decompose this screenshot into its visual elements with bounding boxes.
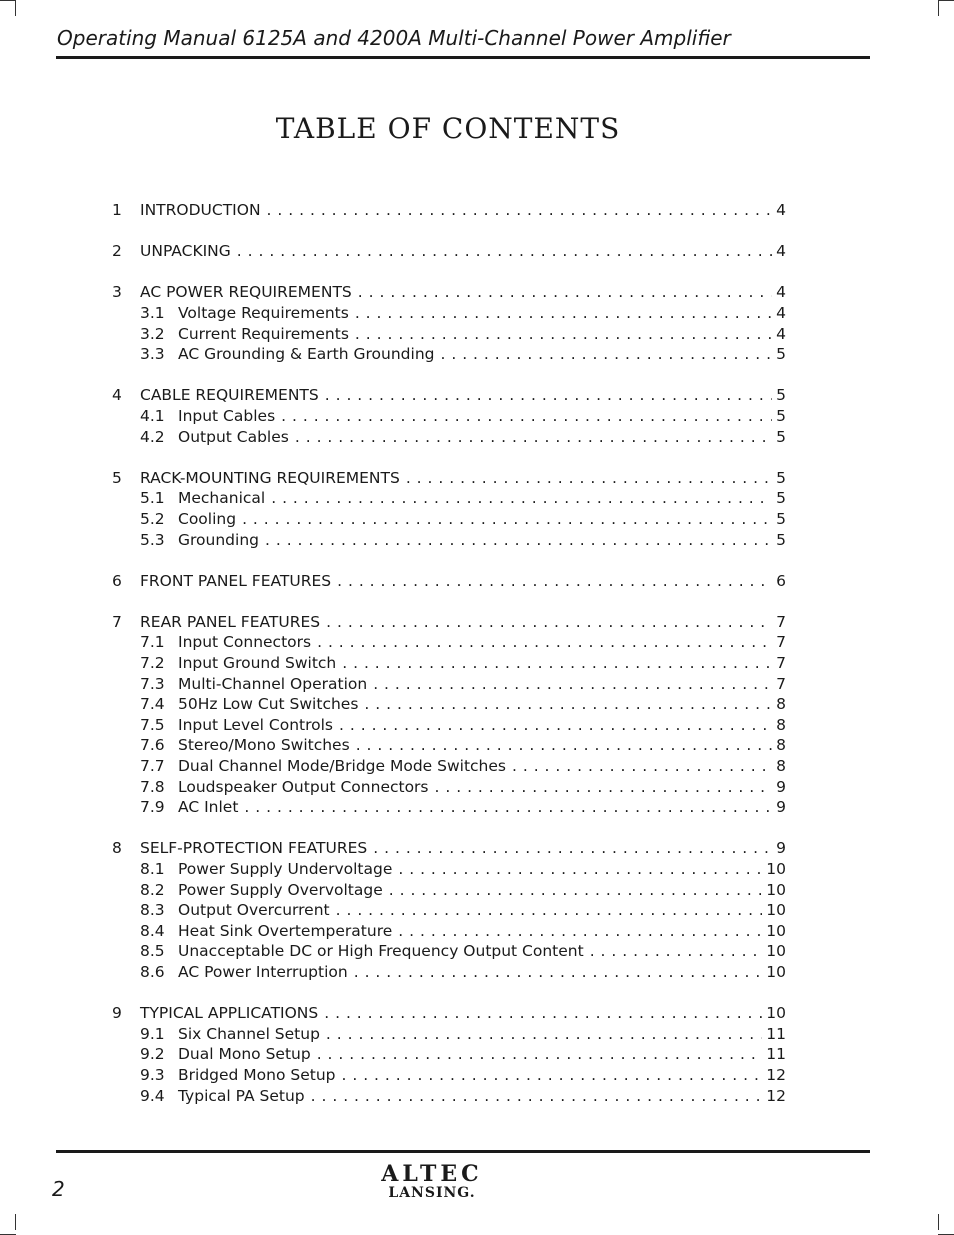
footer-rule [56,1150,870,1153]
toc-page-number: 9 [772,777,786,798]
toc-subsection-label: AC Grounding & Earth Grounding [178,345,435,364]
crop-mark-bottom-left-v [15,1214,16,1230]
toc-subsection-8.5[interactable] [112,941,786,962]
toc-leader-dots [311,1086,763,1107]
toc-subsection-label: Typical PA Setup [178,1086,305,1105]
toc-subsection-label: Current Requirements [178,324,349,343]
toc-subsection-7.2[interactable] [112,653,786,674]
toc-page-number: 4 [772,241,786,262]
toc-subsection-9.4[interactable] [112,1086,786,1107]
toc-subsection-number: 9.4 [140,1086,165,1105]
toc-subsection-label: Dual Mono Setup [178,1045,311,1064]
toc-subsection-number: 7.9 [140,798,165,817]
toc-leader-dots [317,1044,763,1065]
toc-page-number: 8 [772,756,786,777]
toc-section-label: CABLE REQUIREMENTS [140,385,325,406]
toc-section-label: RACK-MOUNTING REQUIREMENTS [140,468,406,489]
toc-subsection-number: 8.5 [140,942,165,961]
toc-subsection-label: Input Level Controls [178,715,334,734]
toc-section-6[interactable] [112,571,786,592]
toc-page-number: 8 [772,694,786,715]
toc-subsection-number: 5.2 [140,509,165,528]
toc-page-number: 5 [772,427,786,448]
toc-subsection-3.2[interactable] [112,324,786,345]
toc-subsection-5.3[interactable] [112,530,786,551]
toc-page-number: 10 [762,880,786,901]
toc-section-number: 9 [112,1004,122,1023]
toc-leader-dots [281,406,772,427]
toc-section-label: INTRODUCTION [140,200,267,221]
toc-page-number: 10 [762,859,786,880]
toc-subsection-7.1[interactable] [112,632,786,653]
toc-section-label: SELF-PROTECTION FEATURES [140,838,373,859]
toc-leader-dots [590,941,763,962]
toc-page-number: 7 [772,674,786,695]
toc-section-number: 3 [112,283,122,302]
toc-leader-dots [237,241,772,262]
toc-leader-dots [295,427,772,448]
toc-subsection-7.9[interactable] [112,797,786,818]
toc-leader-dots [512,756,772,777]
table-of-contents [112,200,786,1106]
toc-page-number: 5 [772,406,786,427]
toc-page-number: 7 [772,612,786,633]
toc-subsection-label: Dual Channel Mode/Bridge Mode Switches [178,757,506,776]
toc-subsection-number: 5.3 [140,530,165,549]
toc-page-number: 5 [772,344,786,365]
toc-page-number: 10 [762,1003,786,1024]
toc-subsection-number: 7.2 [140,654,165,673]
toc-subsection-5.1[interactable] [112,488,786,509]
toc-leader-dots [440,344,772,365]
toc-subsection-number: 4.1 [140,406,165,425]
toc-subsection-label: Bridged Mono Setup [178,1065,336,1084]
toc-leader-dots [265,530,772,551]
crop-mark-top-left-h [0,0,16,1]
toc-subsection-label: Power Supply Overvoltage [178,880,383,899]
toc-leader-dots [242,509,772,530]
toc-page-number: 9 [772,797,786,818]
toc-section-label: FRONT PANEL FEATURES [140,571,337,592]
toc-section-number: 2 [112,242,122,261]
toc-leader-dots [342,1065,763,1086]
toc-subsection-number: 3.3 [140,345,165,364]
toc-page-number: 8 [772,735,786,756]
toc-subsection-number: 7.7 [140,757,165,776]
toc-leader-dots [326,1024,762,1045]
crop-mark-top-left-v [15,0,16,16]
toc-leader-dots [339,715,772,736]
toc-subsection-label: Heat Sink Overtemperature [178,921,393,940]
toc-subsection-label: Six Channel Setup [178,1024,320,1043]
toc-leader-dots [373,674,772,695]
toc-page-number: 7 [772,653,786,674]
toc-page-number: 4 [772,303,786,324]
toc-subsection-3.1[interactable] [112,303,786,324]
toc-subsection-number: 5.1 [140,489,165,508]
toc-subsection-number: 9.2 [140,1045,165,1064]
toc-subsection-number: 3.1 [140,303,165,322]
toc-page-number: 5 [772,468,786,489]
toc-section-9[interactable] [112,1003,786,1024]
toc-subsection-8.3[interactable] [112,900,786,921]
toc-subsection-label: Unacceptable DC or High Frequency Output Content [178,942,584,961]
page-title: TABLE OF CONTENTS [275,112,621,145]
toc-page-number: 4 [772,200,786,221]
toc-subsection-label: Grounding [178,530,259,549]
toc-section-3[interactable] [112,282,786,303]
crop-mark-bottom-right-v [938,1214,939,1230]
crop-mark-top-right-h [938,0,954,1]
toc-subsection-number: 8.3 [140,901,165,920]
toc-page-number: 10 [762,941,786,962]
toc-subsection-label: AC Inlet [178,798,239,817]
toc-subsection-3.3[interactable] [112,344,786,365]
toc-leader-dots [324,1003,762,1024]
toc-subsection-label: Mechanical [178,489,266,508]
toc-section-number: 6 [112,571,122,590]
toc-section-4[interactable] [112,385,786,406]
toc-subsection-number: 7.8 [140,777,165,796]
toc-page-number: 8 [772,715,786,736]
toc-subsection-7.7[interactable] [112,756,786,777]
toc-subsection-8.4[interactable] [112,921,786,942]
toc-leader-dots [406,468,772,489]
toc-subsection-9.1[interactable] [112,1024,786,1045]
toc-subsection-label: Output Cables [178,427,289,446]
toc-subsection-number: 8.2 [140,880,165,899]
toc-page-number: 7 [772,632,786,653]
toc-leader-dots [317,632,772,653]
toc-leader-dots [356,735,772,756]
toc-subsection-label: Multi-Channel Operation [178,674,368,693]
toc-page-number: 12 [762,1086,786,1107]
toc-subsection-8.2[interactable] [112,880,786,901]
toc-leader-dots [355,303,772,324]
toc-leader-dots [398,921,762,942]
page-number: 2 [52,1177,65,1201]
altec-lansing-logo [372,1163,492,1201]
toc-leader-dots [337,571,772,592]
toc-subsection-number: 7.3 [140,674,165,693]
toc-leader-dots [244,797,772,818]
toc-page-number: 6 [772,571,786,592]
toc-subsection-label: Input Ground Switch [178,654,337,673]
toc-subsection-number: 9.3 [140,1065,165,1084]
toc-leader-dots [358,282,772,303]
toc-page-number: 5 [772,509,786,530]
logo-top-text: ALTEC [381,1161,483,1187]
toc-section-label: TYPICAL APPLICATIONS [140,1003,324,1024]
toc-subsection-label: Voltage Requirements [178,303,349,322]
toc-leader-dots [354,962,763,983]
toc-section-label: REAR PANEL FEATURES [140,612,326,633]
toc-leader-dots [389,880,763,901]
toc-page-number: 11 [762,1024,786,1045]
toc-leader-dots [267,200,773,221]
toc-leader-dots [355,324,772,345]
toc-subsection-label: Input Cables [178,406,276,425]
toc-section-1[interactable] [112,200,786,221]
toc-subsection-label: Input Connectors [178,633,312,652]
toc-subsection-4.1[interactable] [112,406,786,427]
toc-subsection-number: 7.6 [140,736,165,755]
toc-subsection-number: 3.2 [140,324,165,343]
toc-subsection-9.2[interactable] [112,1044,786,1065]
toc-subsection-number: 8.1 [140,860,165,878]
toc-subsection-label: Output Overcurrent [178,901,330,920]
toc-leader-dots [342,653,772,674]
toc-subsection-7.3[interactable] [112,674,786,695]
toc-section-number: 8 [112,839,122,858]
toc-subsection-8.6[interactable] [112,962,786,983]
toc-subsection-number: 8.4 [140,921,165,940]
toc-subsection-7.6[interactable] [112,735,786,756]
toc-subsection-label: Cooling [178,509,237,528]
toc-page-number: 11 [762,1044,786,1065]
toc-page-number: 9 [772,838,786,859]
toc-subsection-8.1[interactable] [112,859,786,880]
toc-page-number: 10 [762,962,786,983]
toc-subsection-label: Stereo/Mono Switches [178,736,350,755]
toc-section-7[interactable] [112,612,786,633]
toc-subsection-number: 7.1 [140,633,165,652]
toc-subsection-number: 8.6 [140,962,165,981]
toc-section-number: 4 [112,386,122,405]
toc-page-number: 12 [762,1065,786,1086]
toc-page-number: 4 [772,282,786,303]
toc-leader-dots [336,900,763,921]
toc-section-label: AC POWER REQUIREMENTS [140,282,358,303]
toc-page-number: 10 [762,900,786,921]
toc-leader-dots [435,777,773,798]
crop-mark-top-right-v [938,0,939,16]
toc-section-number: 5 [112,468,122,487]
toc-page-number: 5 [772,530,786,551]
toc-leader-dots [271,488,772,509]
toc-subsection-label: 50Hz Low Cut Switches [178,695,359,714]
header-rule [56,56,870,59]
toc-subsection-4.2[interactable] [112,427,786,448]
toc-leader-dots [364,694,772,715]
toc-leader-dots [373,838,772,859]
header-title: Operating Manual 6125A and 4200A Multi-Channel Power Amplifier [57,26,731,50]
toc-subsection-7.5[interactable] [112,715,786,736]
toc-section-label: UNPACKING [140,241,237,262]
toc-page-number: 5 [772,385,786,406]
toc-subsection-number: 7.5 [140,715,165,734]
toc-subsection-7.8[interactable] [112,777,786,798]
toc-leader-dots [326,612,772,633]
toc-subsection-number: 7.4 [140,695,165,714]
toc-subsection-label: Power Supply Undervoltage [178,860,393,878]
logo-bottom-text: LANSING. [388,1185,476,1201]
toc-leader-dots [398,859,762,880]
toc-section-number: 1 [112,201,122,219]
toc-subsection-label: Loudspeaker Output Connectors [178,777,429,796]
toc-section-2[interactable] [112,241,786,262]
toc-section-number: 7 [112,612,122,631]
toc-page-number: 5 [772,488,786,509]
toc-subsection-number: 9.1 [140,1024,165,1043]
toc-subsection-5.2[interactable] [112,509,786,530]
toc-page-number: 10 [762,921,786,942]
toc-page-number: 4 [772,324,786,345]
toc-subsection-number: 4.2 [140,427,165,446]
toc-subsection-7.4[interactable] [112,694,786,715]
toc-leader-dots [325,385,772,406]
toc-subsection-label: AC Power Interruption [178,962,348,981]
toc-subsection-9.3[interactable] [112,1065,786,1086]
toc-section-8[interactable] [112,838,786,859]
toc-section-5[interactable] [112,468,786,489]
